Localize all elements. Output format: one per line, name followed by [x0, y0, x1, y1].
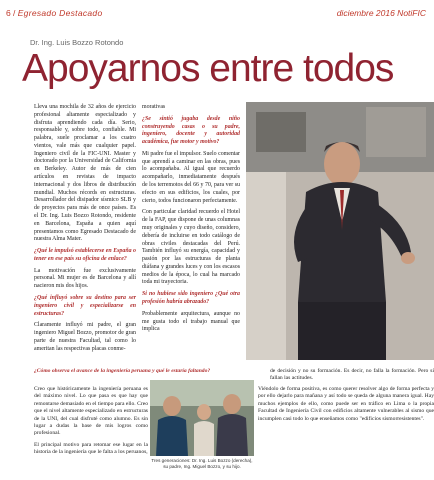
header-separator: / [13, 8, 16, 18]
answer-2: Claramente influyó mi padre, el gran ingeniero Miguel Bozzo, promotor de gran parte de nuestra Facultad, tal como lo ameritan las respectivas placas conme- [34, 322, 136, 352]
answer-5-p1: Creo que históricamente la ingeniería peruana es del máximo nivel. Lo que pasa es que hay que remontarse demasiado en el tiempo para ello. Creo que el nivel altamente especializado en estructuras de la UNI, del cual disfruté como alumno. Es sin lugar a dudas la base de mis logros como profesional. [34, 386, 148, 437]
header-left [6, 8, 103, 18]
bottom-column-2: Viéndolo de forma positiva, es como querer resolver algo de forma perfecta y por ello dejarlo para mañana y así todo se queda de alguna manera igual. Hay muchos ejemplos de ello, como puede ser en tráfico en Lima o la propia Facultad de Ingeniería Civil con edificios altamente vulnerables al sismo que incumplen casi todo lo que enseñamos como "edificios sismorresistentes". [258, 386, 434, 422]
question-5: ¿Cómo observa el avance de la ingeniería peruana y qué le estaría faltando? [34, 368, 211, 374]
question-1: ¿Qué le impulsó establecerse en España o tener en ese país su oficina de enlace? [34, 248, 136, 262]
portrait-photo [246, 102, 434, 360]
column-2 [142, 104, 240, 338]
answer-5-continuation: de decisión y no su formación. Es decir, no falla la formación. Pero sí fallan las actitudes. [270, 368, 434, 382]
answer-4: Probablemente arquitectura, aunque no me gusta todo el trabajo manual que implica [142, 310, 240, 333]
continuation: morativas [142, 104, 166, 110]
question-4: Si no hubiese sido ingeniero ¿Qué otra profesión habría abrazado? [142, 291, 240, 305]
column-1 [34, 104, 136, 357]
answer-1: La motivación fue exclusivamente personal. Mi mujer es de Barcelona y allí nacieron mis dos hijos. [34, 267, 136, 290]
article-title: Apoyarnos entre todos [22, 47, 394, 90]
answer-5-p2: El principal motivo para retomar ese lugar en la historia de la ingeniería que le falta a los peruanos, [34, 441, 148, 455]
bottom-column-1 [34, 386, 148, 460]
family-photo [150, 380, 254, 456]
page-number: 6 [6, 8, 12, 18]
family-photo-illustration [150, 380, 254, 456]
section-name: Egresado Destacado [17, 8, 103, 18]
author-name: Dr. Ing. Luis Bozzo Rotondo [30, 38, 124, 47]
paragraph-hotel: Con particular claridad recuerdo el Hotel de la FAP, que dispone de unas columnas muy originales y cuyo diseño, considero, debería de incluirse en todo catálogo de obras civiles destacadas del Perú. También influyó su energía, capacidad y pasión por las estructuras de planta diáfana y grandes luces y con los escasos medios de la época, lo cual ha marcado toda mi trayectoria. [142, 209, 240, 286]
question-2: ¿Qué influyó sobre su destino para ser ingeniero civil y especializarse en estructuras? [34, 294, 136, 317]
issue-label: diciembre 2016 NotiFIC [336, 8, 426, 18]
intro-paragraph: Lleva una mochila de 32 años de ejercicio profesional altamente especializado y disfruta aprendiendo cada día. Serio, responsable y, sobre todo, confiable. Mi palabra, suele proclamar a los cuatro vientos, vale más que cualquier papel. Ingeniero civil de la FIC-UNI. Master y doctorado por la Universidad de California en Berkeley. Autor de más de cien artículos en revistas de impacto internacional y dos libros de distribución mundial. Muchos récords en estructuras. Desarrollador del disipador sísmico SLB y de proyectos para más de once países. Es el Dr. Ing. Luis Bozzo Rotondo, residente en Barcelona, España a quien aquí presentamos como Egresado Destacado de nuestra Alma Mater. [34, 104, 136, 243]
question-3: ¿Se sintió jugaba desde niño construyendo casas o su padre, ingeniero, docente y autoridad académica, fue motor y motivo? [142, 115, 240, 146]
portrait-illustration [246, 102, 434, 360]
answer-3: Mi padre fue el impulsor. Suelo comentar que aprendí a caminar en las obras, pues lo acompañaba. Al igual que recuerdo acompañarlo, inmediatamente después de los terremotos del 66 y 70, para ver su efecto en sus edificios, los cuales, por cierto, todos funcionaron perfectamente. [142, 150, 240, 204]
photo-caption: Tres generaciones: Dr. Ing. Luis Bozzo (derecha), su padre, Ing. Miguel Bozzo, y su hijo. [151, 458, 253, 469]
